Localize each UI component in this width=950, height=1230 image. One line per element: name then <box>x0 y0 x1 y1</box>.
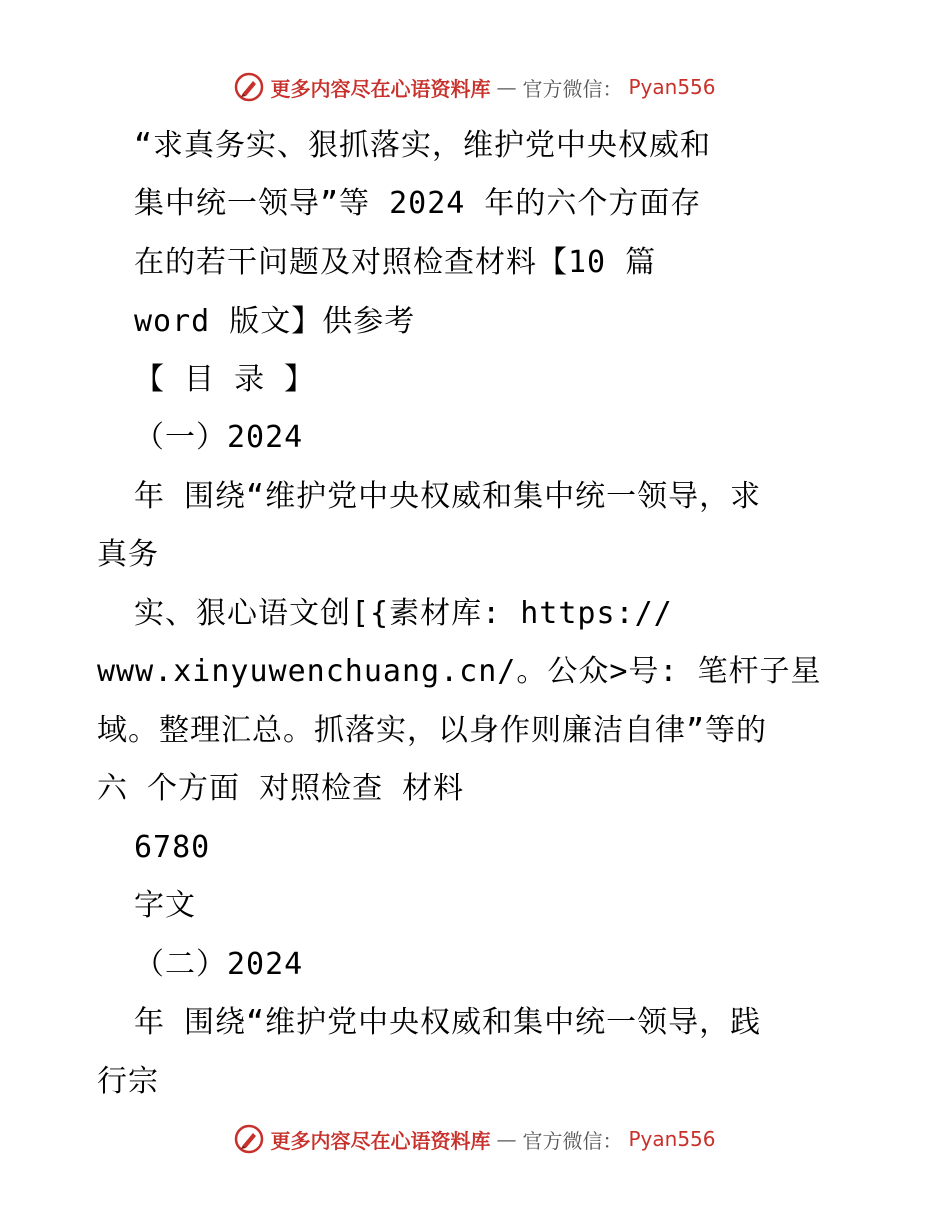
toc-line-9: 字文 <box>134 888 196 923</box>
toc-line-6: 域。整理汇总。抓落实，以身作则廉洁自律”等的 <box>97 713 768 748</box>
title-line-3: 在的若干问题及对照检查材料【10 篇 <box>134 245 657 280</box>
pen-logo-icon <box>234 72 264 102</box>
watermark-dash: — <box>496 75 517 99</box>
footer-watermark <box>0 1124 950 1154</box>
toc-line-11: 年 围绕“维护党中央权威和集中统一领导，践 <box>134 1005 762 1040</box>
watermark-suffix: 官方微信： <box>522 76 623 101</box>
title-line-2: 集中统一领导”等 2024 年的六个方面存 <box>134 186 702 221</box>
watermark-wechat-id: Pyan556 <box>628 75 716 99</box>
toc-line-1: （一）2024 <box>134 420 304 455</box>
toc-line-5: www.xinyuwenchuang.cn/。公众>号: 笔杆子星 <box>97 654 822 689</box>
toc-line-8: 6780 <box>134 830 211 865</box>
watermark-main-text: 更多内容尽在心语资料库 <box>270 76 491 101</box>
watermark-main-text: 更多内容尽在心语资料库 <box>270 1128 491 1153</box>
toc-line-10: （二）2024 <box>134 947 304 982</box>
toc-line-12: 行宗 <box>97 1064 159 1099</box>
toc-heading: 【 目 录 】 <box>134 362 316 397</box>
watermark-dash: — <box>496 1127 517 1151</box>
watermark-wechat-id: Pyan556 <box>628 1127 716 1151</box>
title-line-1: “求真务实、狠抓落实，维护党中央权威和 <box>134 128 712 163</box>
toc-line-2: 年 围绕“维护党中央权威和集中统一领导，求 <box>134 479 762 514</box>
toc-line-3: 真务 <box>97 537 159 572</box>
toc-line-7: 六 个方面 对照检查 材料 <box>97 771 465 806</box>
header-watermark <box>0 72 950 102</box>
watermark-suffix: 官方微信： <box>522 1128 623 1153</box>
pen-logo-icon <box>234 1124 264 1154</box>
toc-line-4: 实、狠心语文创[{素材库: https:// <box>134 596 673 631</box>
title-line-4: word 版文】供参考 <box>134 304 416 339</box>
